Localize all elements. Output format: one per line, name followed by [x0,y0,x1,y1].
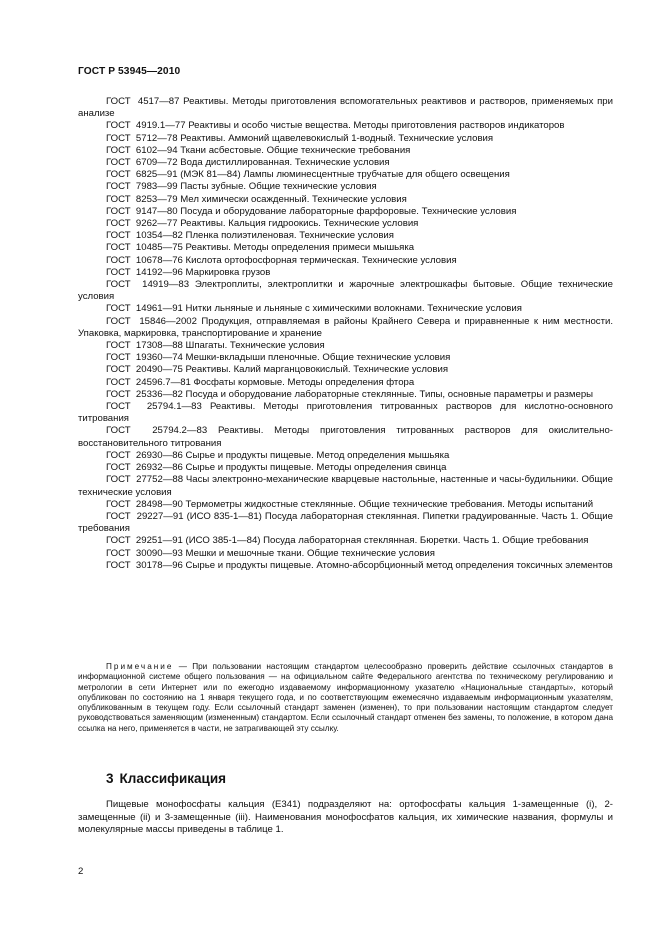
reference-item [78,279,613,303]
reference-item [78,352,613,364]
reference-code: ГОСТ 6825—91 [106,169,178,181]
reference-title: Сырье и продукты пищевые. Атомно-абсорбционный метод определения токсичных элементов [185,559,613,571]
reference-item [78,145,613,157]
document-header: ГОСТ Р 53945—2010 [78,66,181,77]
reference-title: Часы электронно-механические кварцевые настольные, настенные и часы-будильники. Общие технические условия [78,474,613,498]
reference-title: Пасты зубные. Общие технические условия [180,181,377,193]
note-paragraph [78,662,613,734]
page-number: 2 [78,866,84,877]
note-text: — При пользовании настоящим стандартом целесообразно проверить действие ссылочных стандартов в информационной системе общего пользования — на официальном сайте Федерального агентства по техническому регулированию и метрологии в сети Интернет или по ежегодно издаваемому информационному указателю «Национальные стандарты», который опубликован по состоянию на 1 января текущего года, и по соответствующим ежемесячно издаваемым информационным указателям, опубликованным в текущем году. Если ссылочный стандарт заменен (изменен), то при пользовании настоящим стандартом следует руководствоваться заменяющим (измененным) стандартом. Если ссылочный стандарт отменен без замены, то положение, в котором дана ссылка на него, применяется в части, не затрагивающей эту ссылку. [78,662,613,733]
note-label: Примечание [106,662,174,671]
reference-code: ГОСТ 24596.7—81 [106,376,191,388]
reference-code: ГОСТ 25794.2—83 [106,425,208,437]
reference-code: ГОСТ 8253—79 [106,193,178,205]
reference-code: ГОСТ 17308—88 [106,340,183,352]
reference-title: (МЭК 81—84) Лампы люминесцентные трубчатые для общего освещения [180,169,510,181]
reference-code: ГОСТ 15846—2002 [106,315,197,327]
reference-item [78,218,613,230]
section-number: 3 [106,771,114,786]
reference-item [78,548,613,560]
reference-item [78,425,613,449]
reference-code: ГОСТ 29251—91 [106,535,183,547]
reference-title: Реактивы. Методы определения примеси мышьяка [185,242,415,254]
reference-code: ГОСТ 28498—90 [106,498,183,510]
reference-item [78,242,613,254]
reference-item [78,401,613,425]
reference-title: Сырье и продукты пищевые. Метод определения мышьяка [185,449,450,461]
reference-title: (ИСО 385-1—84) Посуда лабораторная стеклянная. Бюретки. Часть 1. Общие требования [185,535,589,547]
reference-item [78,169,613,181]
reference-code: ГОСТ 10678—76 [106,254,183,266]
reference-title: Шпагаты. Технические условия [185,340,325,352]
reference-title: Пленка полиэтиленовая. Технические условия [185,230,394,242]
reference-title: Посуда и оборудование лабораторные стеклянные. Типы, основные параметры и размеры [185,388,594,400]
reference-item [78,120,613,132]
reference-item [78,474,613,498]
reference-item [78,194,613,206]
reference-code: ГОСТ 14961—91 [106,303,183,315]
reference-item [78,511,613,535]
section-title-text: Классификация [119,771,227,786]
reference-title: Вода дистиллированная. Технические условия [180,157,390,169]
reference-title: Реактивы. Методы приготовления вспомогательных реактивов и растворов, применяемых при анализе [78,96,613,120]
reference-title: Продукция, отправляемая в районы Крайнего Севера и приравненные к ним местности. Упаковка, маркировка, транспортирование и хранение [78,315,613,339]
reference-code: ГОСТ 30090—93 [106,547,183,559]
reference-item [78,340,613,352]
reference-item [78,206,613,218]
reference-code: ГОСТ 25336—82 [106,388,183,400]
reference-item [78,462,613,474]
reference-code: ГОСТ 4517—87 [106,96,180,107]
reference-code: ГОСТ 7983—99 [106,181,178,193]
reference-code: ГОСТ 5712—78 [106,132,178,144]
reference-title: Реактивы. Кальция гидроокись. Технические условия [180,218,419,230]
reference-item [78,157,613,169]
reference-item [78,450,613,462]
reference-code: ГОСТ 10354—82 [106,230,183,242]
reference-item [78,364,613,376]
reference-code: ГОСТ 26932—86 [106,462,183,474]
reference-item [78,316,613,340]
reference-item [78,96,613,120]
reference-item [78,255,613,267]
reference-title: Посуда и оборудование лабораторные фарфоровые. Технические условия [180,205,517,217]
reference-code: ГОСТ 14919—83 [106,279,190,291]
reference-code: ГОСТ 20490—75 [106,364,183,376]
reference-item [78,267,613,279]
reference-item [78,181,613,193]
reference-code: ГОСТ 4919.1—77 [106,120,186,132]
reference-title: Маркировка грузов [185,266,271,278]
reference-title: Сырье и продукты пищевые. Методы определения свинца [185,462,447,474]
reference-title: Термометры жидкостные стеклянные. Общие технические требования. Методы испытаний [185,498,594,510]
reference-code: ГОСТ 14192—96 [106,266,183,278]
reference-item [78,377,613,389]
reference-title: Кислота ортофосфорная термическая. Технические условия [185,254,457,266]
reference-code: ГОСТ 27752—88 [106,474,184,486]
reference-title: Реактивы. Аммоний щавелевокислый 1-водный. Технические условия [180,132,494,144]
reference-title: Мел химически осажденный. Технические условия [180,193,407,205]
reference-code: ГОСТ 10485—75 [106,242,183,254]
reference-item [78,303,613,315]
reference-code: ГОСТ 29227—91 [106,510,184,522]
reference-item [78,535,613,547]
reference-title: Реактивы. Методы приготовления титрованных растворов для кислотно-основного титрования [78,401,613,425]
reference-title: Фосфаты кормовые. Методы определения фтора [193,376,415,388]
reference-code: ГОСТ 19360—74 [106,352,183,364]
reference-title: Мешки-вкладыши пленочные. Общие технические условия [185,352,451,364]
section-heading [106,771,226,786]
reference-code: ГОСТ 30178—96 [106,559,183,571]
reference-item [78,133,613,145]
reference-item [78,230,613,242]
reference-title: Мешки и мешочные ткани. Общие технические условия [185,547,435,559]
reference-code: ГОСТ 9262—77 [106,218,178,230]
normative-references-list [78,96,613,572]
reference-code: ГОСТ 6102—94 [106,144,178,156]
reference-title: Ткани асбестовые. Общие технические требования [180,144,411,156]
reference-title: Электроплиты, электроплитки и жарочные электрошкафы бытовые. Общие технические условия [78,279,613,303]
reference-item [78,499,613,511]
reference-item [78,389,613,401]
reference-title: Реактивы и особо чистые вещества. Методы приготовления растворов индикаторов [188,120,565,132]
reference-code: ГОСТ 9147—80 [106,205,178,217]
reference-title: Реактивы. Методы приготовления титрованных растворов для окислительно-восстановительного титрования [78,425,613,449]
reference-code: ГОСТ 26930—86 [106,449,183,461]
reference-code: ГОСТ 25794.1—83 [106,401,202,413]
reference-item [78,560,613,572]
reference-title: Нитки льняные и льняные с химическими волокнами. Технические условия [185,303,522,315]
reference-title: Реактивы. Калий марганцовокислый. Технические условия [185,364,449,376]
reference-code: ГОСТ 6709—72 [106,157,178,169]
section-paragraph: Пищевые монофосфаты кальция (Е341) подразделяют на: ортофосфаты кальция 1-замещенные (i), 2-замещенные (ii) и 3-замещенные (iii). Наименования монофосфатов кальция, их химические названия, формулы и молекулярные массы приведены в таблице 1. [78,799,613,836]
reference-title: (ИСО 835-1—81) Посуда лабораторная стеклянная. Пипетки градуированные. Часть 1. Общие требования [78,510,613,535]
